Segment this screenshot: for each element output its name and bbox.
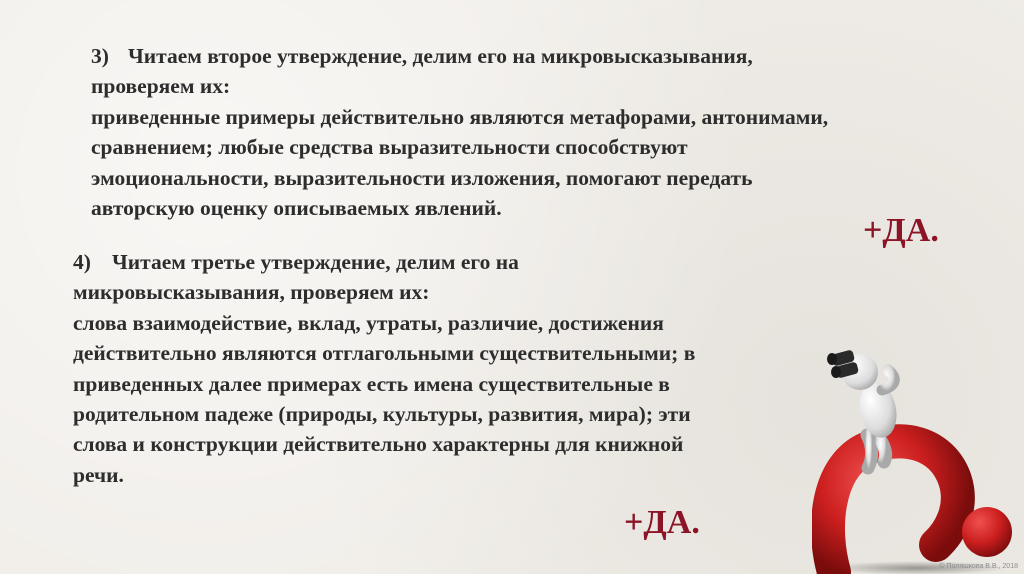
- paragraph-line: действительно являются отглагольными существительными; в: [73, 341, 696, 366]
- paragraph-line: приведенных далее примерах есть имена существительные в: [73, 371, 670, 396]
- paragraph-line: [91, 41, 828, 71]
- paragraph-line: эмоциональности, выразительности изложения, помогают передать: [91, 165, 753, 190]
- paragraph-line: микровысказывания, проверяем их:: [73, 280, 430, 305]
- paragraph-line: речи.: [73, 462, 124, 487]
- paragraph-step-3: [91, 41, 828, 223]
- verdict-yes: +ДА.: [863, 212, 939, 249]
- person-with-binoculars-on-question-mark-icon: [812, 340, 1024, 574]
- paragraph-line: сравнением; любые средства выразительности способствуют: [91, 135, 688, 160]
- paragraph-step-4: [73, 247, 695, 490]
- paragraph-line: авторскую оценку описываемых явлений.: [91, 196, 502, 221]
- line-text: Читаем второе утверждение, делим его на микровысказывания,: [128, 44, 753, 68]
- paragraph-line: родительном падеже (природы, культуры, развития, мира); эти: [73, 402, 691, 427]
- verdict-yes: +ДА.: [624, 504, 700, 541]
- line-text: Читаем третье утверждение, делим его на: [112, 250, 519, 274]
- paragraph-line: слова и конструкции действительно характерны для книжной: [73, 432, 684, 457]
- step-number: 3): [91, 44, 109, 68]
- paragraph-line: приведенные примеры действительно являются метафорами, антонимами,: [91, 104, 829, 129]
- paragraph-line: проверяем их:: [91, 74, 231, 99]
- copyright-text: © Поляшкова В.В., 2018: [939, 563, 1018, 570]
- paragraph-line: слова взаимодействие, вклад, утраты, различие, достижения: [73, 310, 664, 335]
- step-number: 4): [73, 250, 91, 274]
- paragraph-line: [73, 247, 695, 277]
